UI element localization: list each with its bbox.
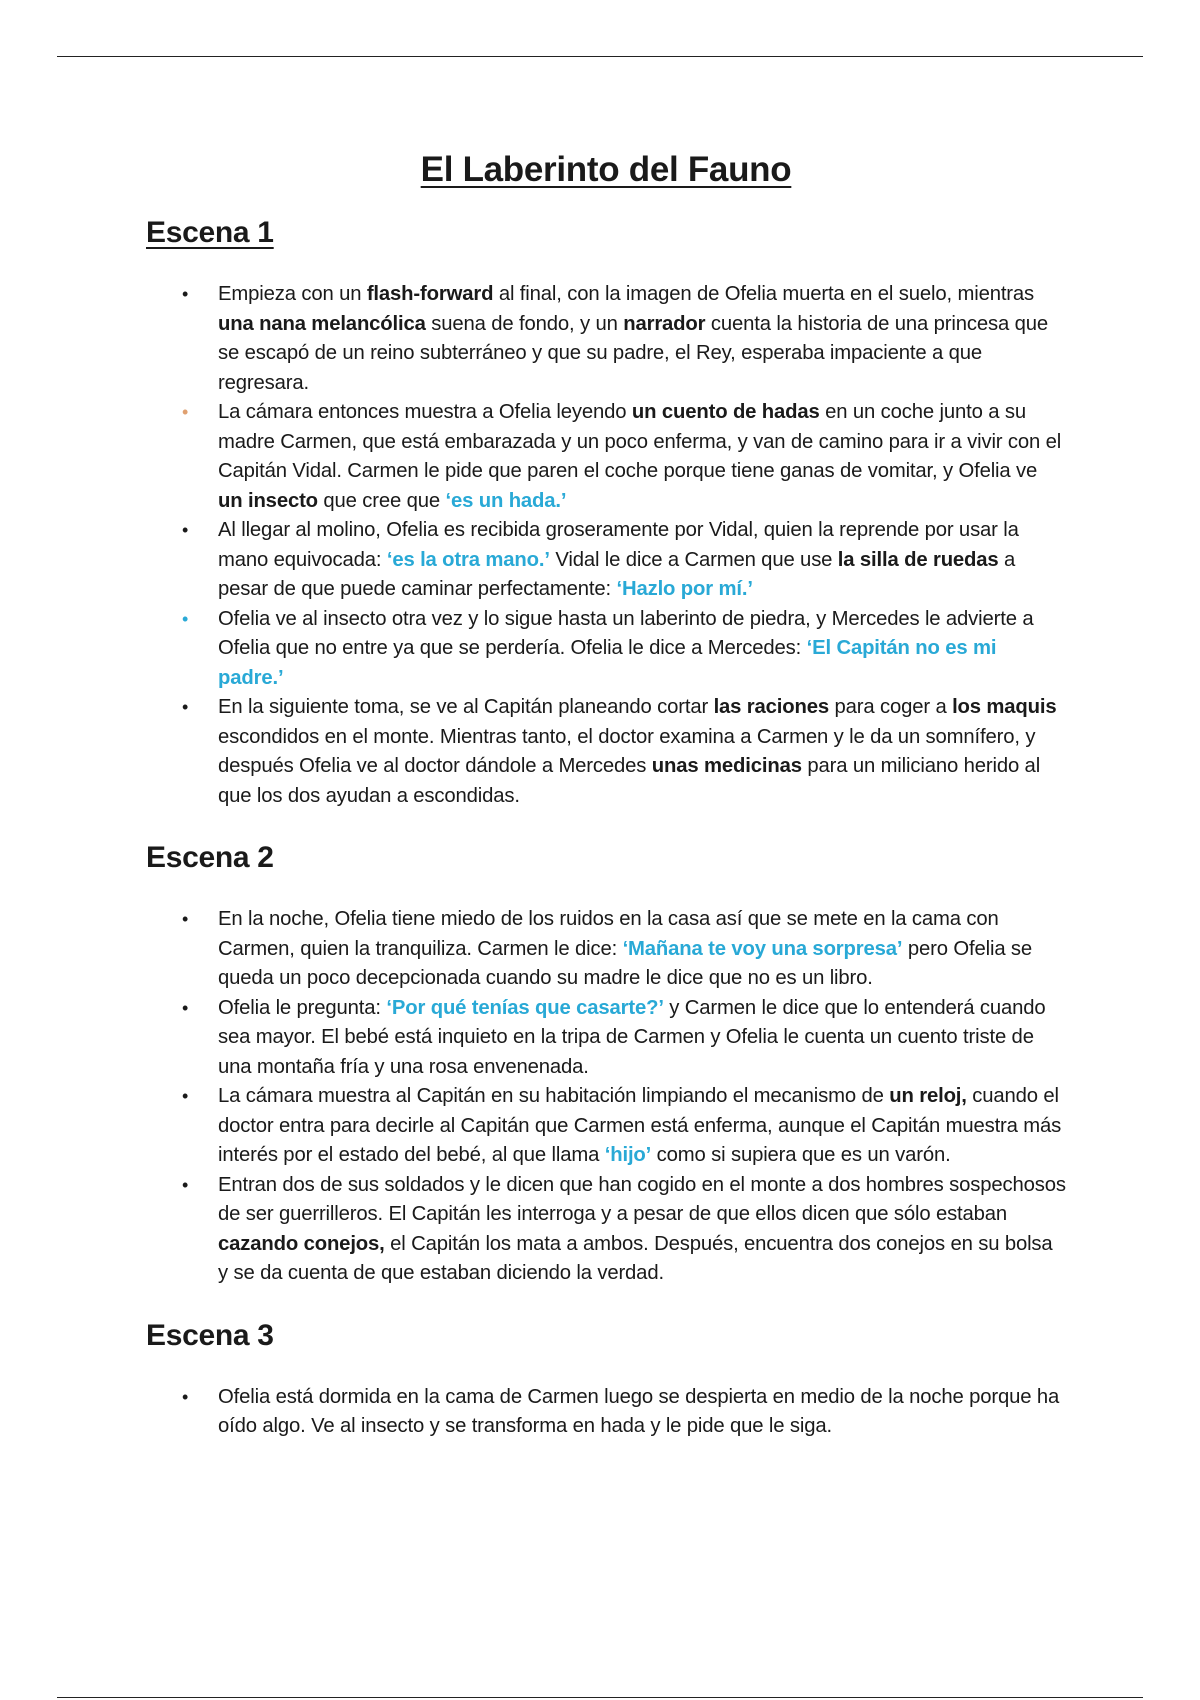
bold-text: narrador <box>623 312 706 335</box>
footer-rule <box>57 1697 1143 1698</box>
scene-heading: Escena 1 <box>146 216 274 249</box>
bold-text: flash-forward <box>366 283 494 305</box>
quote-text: ‘Mañana te voy una sorpresa’ <box>622 937 903 960</box>
body-text: Entran dos de sus soldados y le dicen que han cogido en el monte a dos hombres sospechosos de ser guerrilleros. El Capitán les interroga y a pesar de que ellos dicen que sólo estaban <box>218 1173 1066 1225</box>
body-text: cuenta la historia de una princesa que se escapó de un reino subterráneo y que su padre, el Rey, esperaba impaciente a que regresara. <box>218 312 1048 394</box>
bold-text: unas medicinas <box>651 755 802 777</box>
body-text: Ofelia está dormida en la cama de Carmen luego se despierta en medio de la noche porque ha oído algo. Ve al insecto y se transforma en hada y le pide que le siga. <box>218 1385 1060 1437</box>
bullet-item <box>146 1082 1066 1171</box>
scene-2 <box>146 841 1066 1289</box>
body-text: el Capitán los mata a ambos. Después, encuentra dos conejos en su bolsa y se da cuenta de que estaban diciendo la verdad. <box>218 1232 1053 1284</box>
bullet-dot-icon: • <box>182 1086 189 1106</box>
body-text: pero Ofelia se queda un poco decepcionada cuando su madre le dice que no es un libro. <box>218 937 1033 989</box>
body-text: Ofelia ve al insecto otra vez y lo sigue hasta un laberinto de piedra, y Mercedes le advierte a Ofelia que no entre ya que se perdería. Ofelia le dice a Mercedes: <box>218 607 1034 659</box>
body-text: para coger a <box>829 696 953 718</box>
document-page <box>146 140 1066 1442</box>
quote-text: ‘es un hada.’ <box>445 489 567 512</box>
quote-text: ‘es la otra mano.’ <box>386 548 550 571</box>
header-rule <box>57 56 1143 57</box>
document-title: El Laberinto del Fauno <box>420 150 792 189</box>
bullet-dot-icon: • <box>182 697 189 717</box>
bullet-dot-icon: • <box>182 909 189 929</box>
bullet-dot-icon: • <box>182 1386 189 1407</box>
body-text: Vidal le dice a Carmen que use <box>549 548 838 571</box>
scene-1 <box>146 216 1066 811</box>
bullet-item <box>146 693 1066 811</box>
bullet-item <box>146 1383 1066 1442</box>
bold-text: cazando conejos, <box>218 1232 385 1255</box>
body-text: Al llegar al molino, Ofelia es recibida groseramente por Vidal, quien la reprende por usar la mano equivocada: <box>218 519 1019 571</box>
body-text: En la noche, Ofelia tiene miedo de los ruidos en la casa así que se mete en la cama con Carmen, quien la tranquiliza. Carmen le dice: <box>218 908 999 960</box>
body-text: Empieza con un <box>218 283 367 305</box>
scene-heading: Escena 3 <box>146 1318 274 1352</box>
scene-bullet-list <box>146 1383 1066 1442</box>
body-text: escondidos en el monte. Mientras tanto, el doctor examina a Carmen y le da un somnífero, y después Ofelia ve al doctor dándole a Mercedes <box>218 725 1036 777</box>
quote-text: ‘hijo’ <box>604 1144 652 1166</box>
bullet-item <box>146 1171 1066 1289</box>
bullet-dot-icon: • <box>182 402 189 422</box>
body-text: y Carmen le dice que lo entenderá cuando sea mayor. El bebé está inquieto en la tripa de Carmen y Ofelia le cuenta un cuento triste de una montaña fría y una rosa envenenada. <box>218 996 1046 1078</box>
bullet-dot-icon: • <box>182 1174 189 1195</box>
bullet-item <box>146 994 1066 1083</box>
body-text: suena de fondo, y un <box>425 312 624 335</box>
bold-text: un insecto <box>218 489 318 512</box>
body-text: La cámara entonces muestra a Ofelia leyendo <box>218 401 632 423</box>
body-text: como si supiera que es un varón. <box>651 1144 951 1166</box>
body-text: que cree que <box>317 489 446 512</box>
bullet-item <box>146 605 1066 694</box>
quote-text: ‘Hazlo por mí.’ <box>616 578 753 600</box>
scene-bullet-list <box>146 905 1066 1289</box>
bold-text: un cuento de hadas <box>631 401 820 423</box>
bold-text: un reloj, <box>889 1085 967 1107</box>
bold-text: los maquis <box>952 696 1057 718</box>
scene-bullet-list <box>146 280 1066 811</box>
bullet-dot-icon: • <box>182 520 189 540</box>
bullet-item <box>146 905 1066 994</box>
body-text: a pesar de que puede caminar perfectamente: <box>218 548 1016 600</box>
bullet-dot-icon: • <box>182 608 189 629</box>
scene-3 <box>146 1319 1066 1442</box>
body-text: La cámara muestra al Capitán en su habitación limpiando el mecanismo de <box>218 1085 890 1107</box>
bold-text: la silla de ruedas <box>837 548 999 571</box>
scene-heading: Escena 2 <box>146 841 274 874</box>
bullet-item <box>146 280 1066 398</box>
body-text: Ofelia le pregunta: <box>218 996 387 1019</box>
bold-text: las raciones <box>713 696 830 718</box>
bullet-item <box>146 398 1066 516</box>
bullet-dot-icon: • <box>182 997 189 1018</box>
quote-text: ‘El Capitán no es mi padre.’ <box>218 637 997 689</box>
bullet-item <box>146 516 1066 605</box>
body-text: para un miliciano herido al que los dos ayudan a escondidas. <box>218 755 1041 807</box>
body-text: en un coche junto a su madre Carmen, que está embarazada y un poco enferma, y van de camino para ir a vivir con el Capitán Vidal. Carmen le pide que paren el coche porque tiene ganas de vomitar, y Ofelia ve <box>218 401 1062 482</box>
body-text: En la siguiente toma, se ve al Capitán planeando cortar <box>218 696 714 718</box>
body-text: al final, con la imagen de Ofelia muerta en el suelo, mientras <box>493 283 1035 305</box>
body-text: cuando el doctor entra para decirle al Capitán que Carmen está enferma, aunque el Capitán muestra más interés por el estado del bebé, al que llama <box>218 1085 1062 1166</box>
quote-text: ‘Por qué tenías que casarte?’ <box>386 996 664 1019</box>
bold-text: una nana melancólica <box>218 312 426 335</box>
bullet-dot-icon: • <box>182 284 189 304</box>
